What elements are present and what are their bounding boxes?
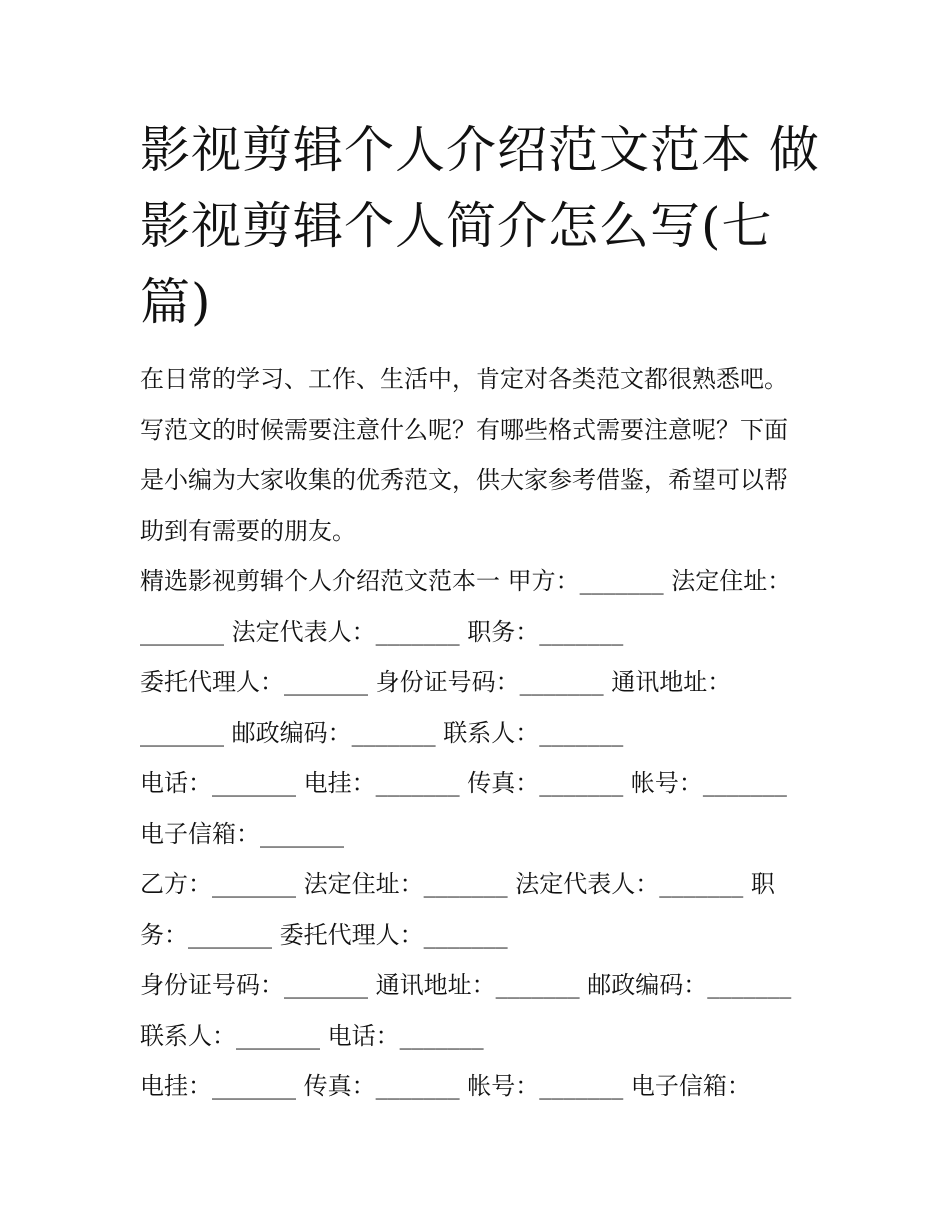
contract-line: 精选影视剪辑个人介绍范文范本一 甲方：_______ 法定住址： bbox=[140, 567, 792, 595]
contract-line: 电话：_______ 电挂：_______ 传真：_______ 帐号：_______ bbox=[140, 769, 787, 797]
intro-line: 助到有需要的朋友。 bbox=[140, 516, 356, 545]
document-title bbox=[140, 112, 830, 340]
document-body bbox=[140, 354, 830, 1112]
contract-line: 务：_______ 委托代理人：_______ bbox=[140, 920, 508, 949]
title-line: 影视剪辑个人简介怎么写(七 bbox=[140, 197, 773, 255]
contract-line: 身份证号码：_______ 通讯地址：_______ 邮政编码：_______ bbox=[140, 971, 792, 999]
contract-line: 电挂：_______ 传真：_______ 帐号：_______ 电子信箱： bbox=[140, 1072, 751, 1100]
intro-line: 是小编为大家收集的优秀范文，供大家参考借鉴，希望可以帮 bbox=[140, 466, 788, 494]
contract-line: 委托代理人：_______ 身份证号码：_______ 通讯地址： bbox=[140, 668, 732, 696]
intro-line: 在日常的学习、工作、生活中，肯定对各类范文都很熟悉吧。 bbox=[140, 365, 788, 393]
contract-line: 乙方：_______ 法定住址：_______ 法定代表人：_______ 职 bbox=[140, 870, 775, 898]
title-line: 影视剪辑个人介绍范文范本 做 bbox=[140, 121, 820, 179]
title-line: 篇) bbox=[140, 273, 212, 331]
contract-line: _______ 法定代表人：_______ 职务：_______ bbox=[140, 617, 624, 646]
intro-line: 写范文的时候需要注意什么呢？有哪些格式需要注意呢？下面 bbox=[140, 415, 788, 444]
contract-line: 联系人：_______ 电话：_______ bbox=[140, 1021, 484, 1050]
contract-line: _______ 邮政编码：_______ 联系人：_______ bbox=[140, 718, 624, 747]
contract-line: 电子信箱：_______ bbox=[140, 819, 344, 848]
